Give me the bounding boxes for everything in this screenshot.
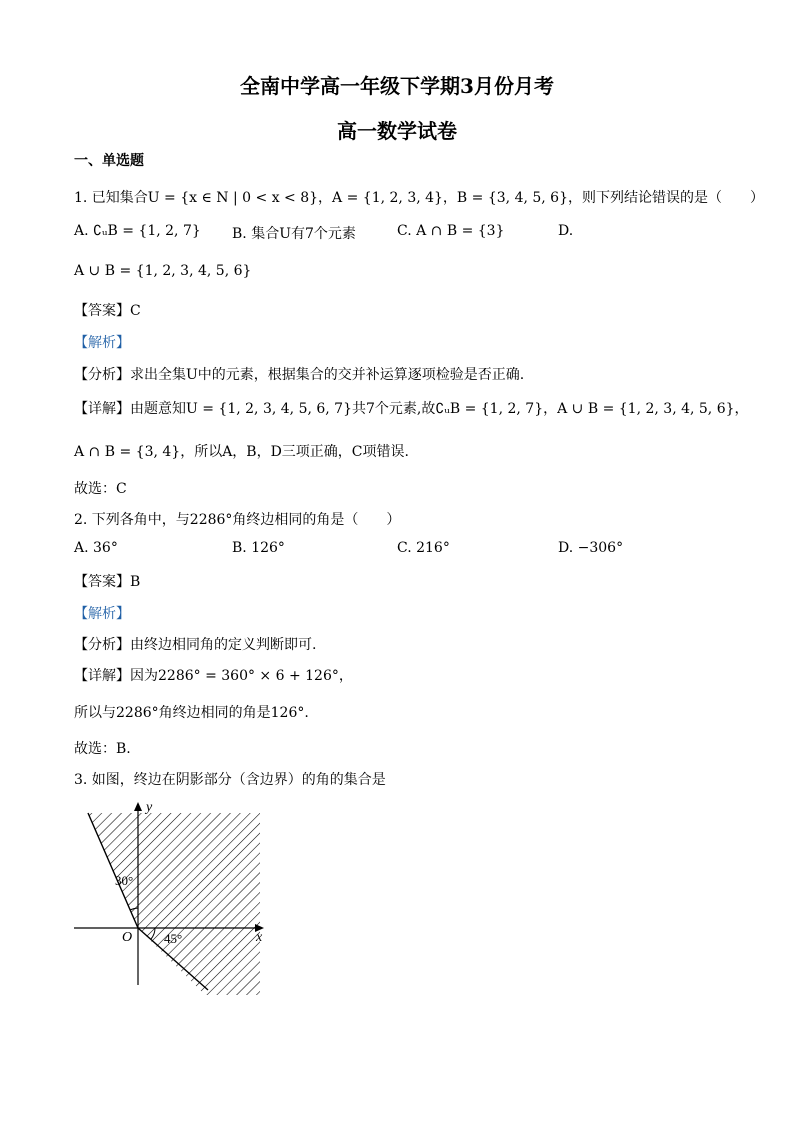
q2-line2: 所以与2286°角终边相同的角是126°.: [74, 705, 309, 721]
y-axis-label: y: [146, 800, 153, 815]
q2-option-b: B. 126°: [232, 540, 285, 556]
y-axis-arrow: [134, 802, 142, 811]
section-heading: 一、单选题: [74, 153, 144, 169]
angle-label-30: 30°: [115, 873, 134, 888]
origin-label: O: [122, 930, 133, 945]
q1-option-a: A. ∁ᵤB = {1, 2, 7}: [74, 223, 201, 239]
q1-option-d-content: A ∪ B = {1, 2, 3, 4, 5, 6}: [74, 263, 252, 279]
q1-xiangjie-cont: A ∩ B = {3, 4}，所以A，B，D三项正确，C项错误.: [74, 444, 409, 460]
q1-option-d: D.: [558, 223, 574, 239]
q1-option-b: B. 集合U有7个元素: [232, 226, 356, 242]
q2-xiangjie: 【详解】因为2286° = 360° × 6 + 126°，: [74, 668, 353, 684]
q1-option-c: C. A ∩ B = {3}: [397, 223, 505, 239]
q2-answer: 【答案】B: [74, 574, 141, 590]
q2-option-a: A. 36°: [74, 540, 118, 556]
q2-option-c: C. 216°: [397, 540, 450, 556]
angle-region-figure: [60, 795, 280, 995]
q1-choice: 故选：C: [74, 481, 127, 497]
page-title: 全南中学高一年级下学期3月份月考: [240, 74, 554, 98]
q1-fenxi: 【分析】求出全集U中的元素，根据集合的交并补运算逐项检验是否正确.: [74, 367, 525, 383]
q2-fenxi: 【分析】由终边相同角的定义判断即可.: [74, 637, 317, 653]
page-subtitle: 高一数学试卷: [337, 119, 457, 143]
question-3-stem: 3. 如图，终边在阴影部分（含边界）的角的集合是: [74, 772, 386, 788]
q2-analysis-label: 【解析】: [74, 606, 130, 622]
q1-analysis-label: 【解析】: [74, 335, 130, 351]
q1-xiangjie: 【详解】由题意知U = {1, 2, 3, 4, 5, 6, 7}共7个元素,故∁ᵤB = {1, 2, 7}，A ∪ B = {1, 2, 3, 4, 5, 6}，: [74, 401, 749, 417]
angle-label-45: 45°: [164, 931, 183, 946]
question-2-stem: 2. 下列各角中，与2286°角终边相同的角是（ ）: [74, 512, 401, 528]
q2-choice: 故选：B.: [74, 741, 131, 757]
question-1-stem: 1. 已知集合U = {x ∈ N | 0 < x < 8}，A = {1, 2, 3, 4}，B = {3, 4, 5, 6}，则下列结论错误的是（ ）: [74, 190, 764, 206]
x-axis-label: x: [256, 930, 263, 945]
q1-answer: 【答案】C: [74, 303, 141, 319]
q2-option-d: D. −306°: [558, 540, 624, 556]
